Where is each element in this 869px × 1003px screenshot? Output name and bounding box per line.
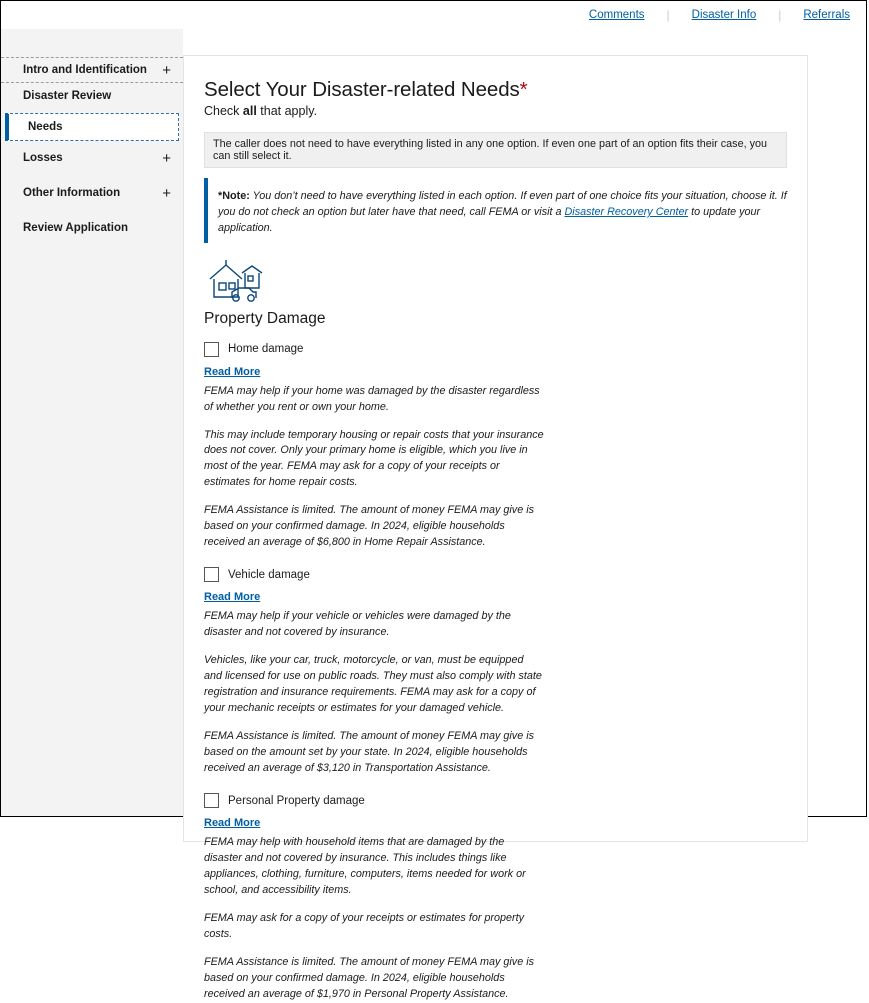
required-marker: * [519, 78, 528, 101]
option-row [204, 342, 787, 357]
option-paragraph: This may include temporary housing or repair costs that your insurance does not cover. Only your primary home is eligible, which you live in most of the year. FEMA may ask for a copy of your receipts or estimates for home repair costs. [204, 428, 544, 489]
option-label: Personal Property damage [228, 794, 365, 807]
checkbox-personal-property-damage[interactable] [204, 793, 219, 808]
sidebar-item-label: Needs [28, 121, 63, 133]
sidebar-item-label: Intro and Identification [23, 64, 147, 76]
option-paragraph: FEMA may help if your vehicle or vehicles were damaged by the disaster and not covered by insurance. [204, 610, 511, 639]
page-title [204, 78, 787, 102]
subtitle-post: that apply. [256, 104, 318, 118]
sidebar-item-label: Other Information [23, 187, 121, 199]
note-text-part-2: to update your application. [218, 206, 761, 235]
top-bar-separator: | [666, 8, 670, 22]
sidebar-item-disaster-review[interactable] [1, 83, 183, 109]
referrals-link[interactable]: Referrals [803, 9, 850, 21]
top-bar-separator: | [778, 8, 782, 22]
option-personal-property-damage [204, 793, 787, 1003]
sidebar-item-intro-and-identification[interactable] [1, 57, 183, 83]
sidebar-item-label: Review Application [23, 222, 129, 234]
sidebar-item-label: Disaster Review [23, 90, 112, 102]
agent-callout: The caller does not need to have everything listed in any one option. If even one part of an option fits their case, you can still select it. [204, 132, 787, 168]
form-panel [183, 55, 808, 1000]
top-utility-bar [1, 1, 866, 29]
main-content [183, 29, 866, 1000]
option-home-damage [204, 342, 787, 552]
checkbox-home-damage[interactable] [204, 342, 219, 357]
option-paragraph: FEMA may help with household items that are damaged by the disaster and not covered by insurance. This includes things like appliances, clothing, furniture, computers, items needed for work or school, and accessibility items. [204, 836, 526, 896]
option-paragraph: FEMA Assistance is limited. The amount of money FEMA may give is based on the amount set by your state. In 2024, eligible households received an average of $3,120 in Transportation Assistance. [204, 730, 535, 775]
sidebar-spacer [1, 171, 183, 180]
sidebar-item-losses[interactable] [1, 145, 183, 171]
plus-icon[interactable]: + [162, 61, 171, 79]
disaster-recovery-center-link[interactable]: Disaster Recovery Center [564, 206, 689, 219]
note-text-part-1: You don’t need to have everything listed in each option. If even part of one choice fits your situation, choose it. If you do not check an option but later have that need, call FEMA or visit a [218, 190, 787, 219]
checkbox-vehicle-damage[interactable] [204, 567, 219, 582]
house-with-car-damage-icon [206, 257, 787, 308]
comments-link[interactable]: Comments [588, 9, 645, 21]
page-body [1, 29, 866, 1000]
option-vehicle-damage [204, 567, 787, 777]
sidebar-spacer [1, 206, 183, 215]
page-subtitle [204, 104, 787, 118]
option-paragraph: FEMA may ask for a copy of your receipts or estimates for property costs. [204, 911, 525, 940]
read-more-home-damage[interactable]: Read More [204, 365, 261, 378]
page-title-text: Select Your Disaster-related Needs [204, 78, 520, 101]
sidebar-item-review-application[interactable] [1, 215, 183, 241]
option-paragraph: Vehicles, like your car, truck, motorcycle, or van, must be equipped and licensed for use on public roads. They must also comply with state registration and insurance requirements. FEMA may ask for a copy of your mechanic receipts or estimates for your damaged vehicle. [204, 654, 542, 715]
option-paragraph: FEMA Assistance is limited. The amount of money FEMA may give is based on your confirmed damage. In 2024, eligible households received an average of $6,800 in Home Repair Assistance. [204, 504, 535, 549]
sidebar-item-other-information[interactable] [1, 180, 183, 206]
option-label: Home damage [228, 343, 304, 356]
option-label: Vehicle damage [228, 568, 310, 581]
section-title: Property Damage [204, 309, 326, 327]
subtitle-pre: Check [204, 104, 243, 118]
subtitle-emphasis: all [242, 104, 257, 118]
plus-icon[interactable]: + [162, 184, 171, 202]
note-label: *Note: [218, 190, 250, 202]
option-paragraph: FEMA may help if your home was damaged by the disaster regardless of whether you rent or own your home. [204, 384, 540, 413]
option-row [204, 567, 787, 582]
read-more-personal-property-damage[interactable]: Read More [204, 817, 261, 829]
option-paragraph: FEMA Assistance is limited. The amount of money FEMA may give is based on your confirmed damage. In 2024, eligible households received an average of $1,970 in Personal Property Assistance. [204, 955, 535, 1000]
plus-icon[interactable]: + [162, 149, 171, 167]
option-row [204, 793, 787, 808]
read-more-vehicle-damage[interactable]: Read More [204, 591, 261, 604]
sidebar-item-label: Losses [23, 152, 63, 164]
sidebar-navigation [1, 29, 183, 816]
sidebar-item-needs[interactable] [5, 113, 179, 141]
note-block [204, 178, 787, 243]
disaster-info-link[interactable]: Disaster Info [691, 9, 757, 21]
